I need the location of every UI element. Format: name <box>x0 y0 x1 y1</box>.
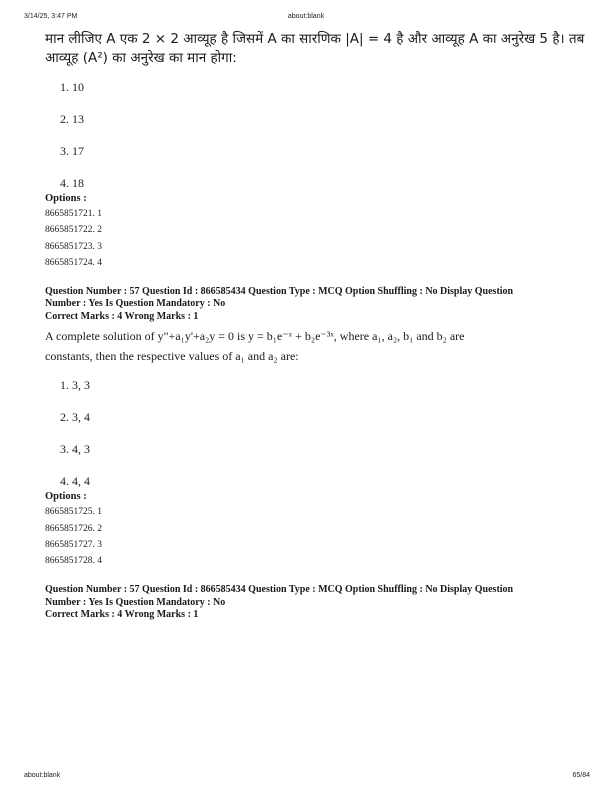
option-id: 8665851724. 4 <box>45 257 102 268</box>
print-title: about:blank <box>287 13 325 20</box>
question-marks: Correct Marks : 4 Wrong Marks : 1 <box>45 310 199 322</box>
answer-item: 2. 13 <box>60 112 84 126</box>
option-id: 8665851726. 2 <box>45 523 102 534</box>
answer-item: 4. 4, 4 <box>60 474 90 489</box>
option-id: 8665851721. 1 <box>45 209 102 219</box>
option-id: 8665851727. 3 <box>45 539 102 550</box>
options-label: Options : <box>45 491 87 503</box>
answer-list <box>45 80 585 192</box>
answer-item: 4. 18 <box>60 176 84 190</box>
page-content <box>45 30 585 622</box>
option-id: 8665851728. 4 <box>45 556 102 567</box>
question-text-line2: आव्यूह (A²) का अनुरेख का मान होगा: <box>45 50 237 66</box>
print-datetime: 3/14/25, 3:47 PM <box>24 13 78 20</box>
option-id: 8665851725. 1 <box>45 507 102 518</box>
question-meta-line2: Number : Yes Is Question Mandatory : No <box>45 596 226 608</box>
question-text-line1: मान लीजिए A एक 2 × 2 आव्यूह है जिसमें A का सारणिक |A| = 4 है और आव्यूह A का अनुरेख 5 है। तब <box>45 31 585 47</box>
question-text-line2: constants, then the respective values of a₁ and a₂ are: <box>45 349 299 364</box>
answer-item: 2. 3, 4 <box>60 410 90 425</box>
options-label: Options : <box>45 193 87 204</box>
option-id: 8665851722. 2 <box>45 225 102 236</box>
question-meta-line1: Question Number : 57 Question Id : 866585434 Question Type : MCQ Option Shuffling : No Display Question <box>45 584 514 596</box>
question-marks: Correct Marks : 4 Wrong Marks : 1 <box>45 609 199 621</box>
answer-item: 3. 17 <box>60 144 84 158</box>
question-block-prev <box>45 30 585 270</box>
option-id: 8665851723. 3 <box>45 241 102 252</box>
answer-item: 3. 4, 3 <box>60 442 90 457</box>
answer-item: 1. 10 <box>60 80 84 94</box>
question-meta-line1: Question Number : 57 Question Id : 866585434 Question Type : MCQ Option Shuffling : No Display Question <box>45 285 514 297</box>
question-text-line1: A complete solution of y"+a₁y'+a₂y = 0 is y = b₁e⁻ˣ + b₂e⁻³ˣ, where a₁, a₂, b₁ and b₂ are <box>45 329 465 344</box>
answer-item: 1. 3, 3 <box>60 378 90 393</box>
question-meta-line2: Number : Yes Is Question Mandatory : No <box>45 298 226 310</box>
question-block-57-hindi <box>45 584 585 622</box>
footer-url: about:blank <box>24 772 61 779</box>
page-number: 65/84 <box>572 772 590 779</box>
answer-list <box>45 378 585 490</box>
question-block-57 <box>45 286 585 568</box>
